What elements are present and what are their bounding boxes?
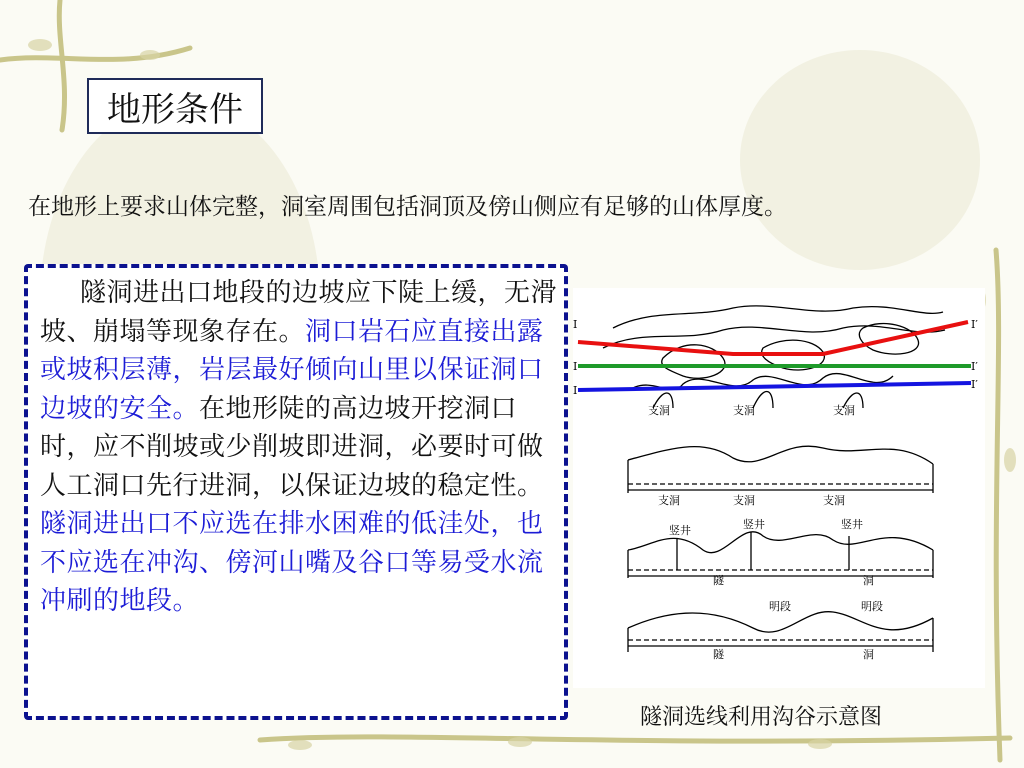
paragraph-part-1: 隧洞进出口地段的边坡应下陡上缓，无滑坡、崩塌等现象存在。 (40, 278, 558, 347)
section-1 (628, 446, 933, 493)
paragraph-part-4: 隧洞进出口不应选在排水困难的低洼处，也不应选在冲沟、傍河山嘴及谷口等易受水流冲刷的地段。 (40, 509, 544, 616)
description-paragraph (40, 274, 562, 621)
mark-I-1: I (573, 318, 578, 331)
tunnel-route-figure (573, 288, 985, 688)
shaft-label-3: 竖井 (841, 518, 863, 531)
figure-caption: 隧洞选线利用沟谷示意图 (640, 705, 883, 730)
paragraph-part-3: 在地形陡的高边坡开挖洞口时，应不削坡或少削坡即进洞，必要时可做人工洞口先行进洞，以保证边坡的稳定性。 (40, 393, 544, 501)
mark-I-2: I (573, 360, 578, 373)
open-label-2: 明段 (861, 600, 883, 613)
section1-label-2: 支洞 (733, 494, 755, 507)
section-2 (628, 532, 933, 578)
section2-tunnel-1: 隧 (713, 574, 724, 587)
shaft-label-1: 竖井 (669, 524, 691, 537)
plan-label-3: 支洞 (833, 404, 855, 417)
section1-label-1: 支洞 (658, 494, 680, 507)
section3-tunnel-1: 隧 (713, 648, 724, 661)
route-line-red (578, 322, 968, 342)
contour-lines (603, 306, 945, 408)
mark-I-3: I (573, 384, 578, 397)
intro-text: 在地形上要求山体完整，洞室周围包括洞顶及傍山侧应有足够的山体厚度。 (28, 194, 787, 220)
mark-I-prime-1: I′ (971, 318, 978, 331)
open-label-1: 明段 (769, 600, 791, 613)
plan-label-2: 支洞 (733, 404, 755, 417)
shaft-label-2: 竖井 (743, 518, 765, 531)
description-box (24, 264, 568, 720)
slide-title: 地形条件 (87, 78, 263, 134)
paragraph-part-2: 洞口岩石应直接出露或坡积层薄，岩层最好倾向山里以保证洞口边坡的安全。 (40, 316, 544, 424)
section1-label-3: 支洞 (823, 494, 845, 507)
section3-tunnel-2: 洞 (863, 648, 874, 661)
mark-I-prime-3: I′ (971, 378, 978, 391)
section2-tunnel-2: 洞 (863, 574, 874, 587)
plan-label-1: 支洞 (648, 404, 670, 417)
mark-I-prime-2: I′ (971, 360, 978, 373)
section-3 (628, 612, 933, 652)
